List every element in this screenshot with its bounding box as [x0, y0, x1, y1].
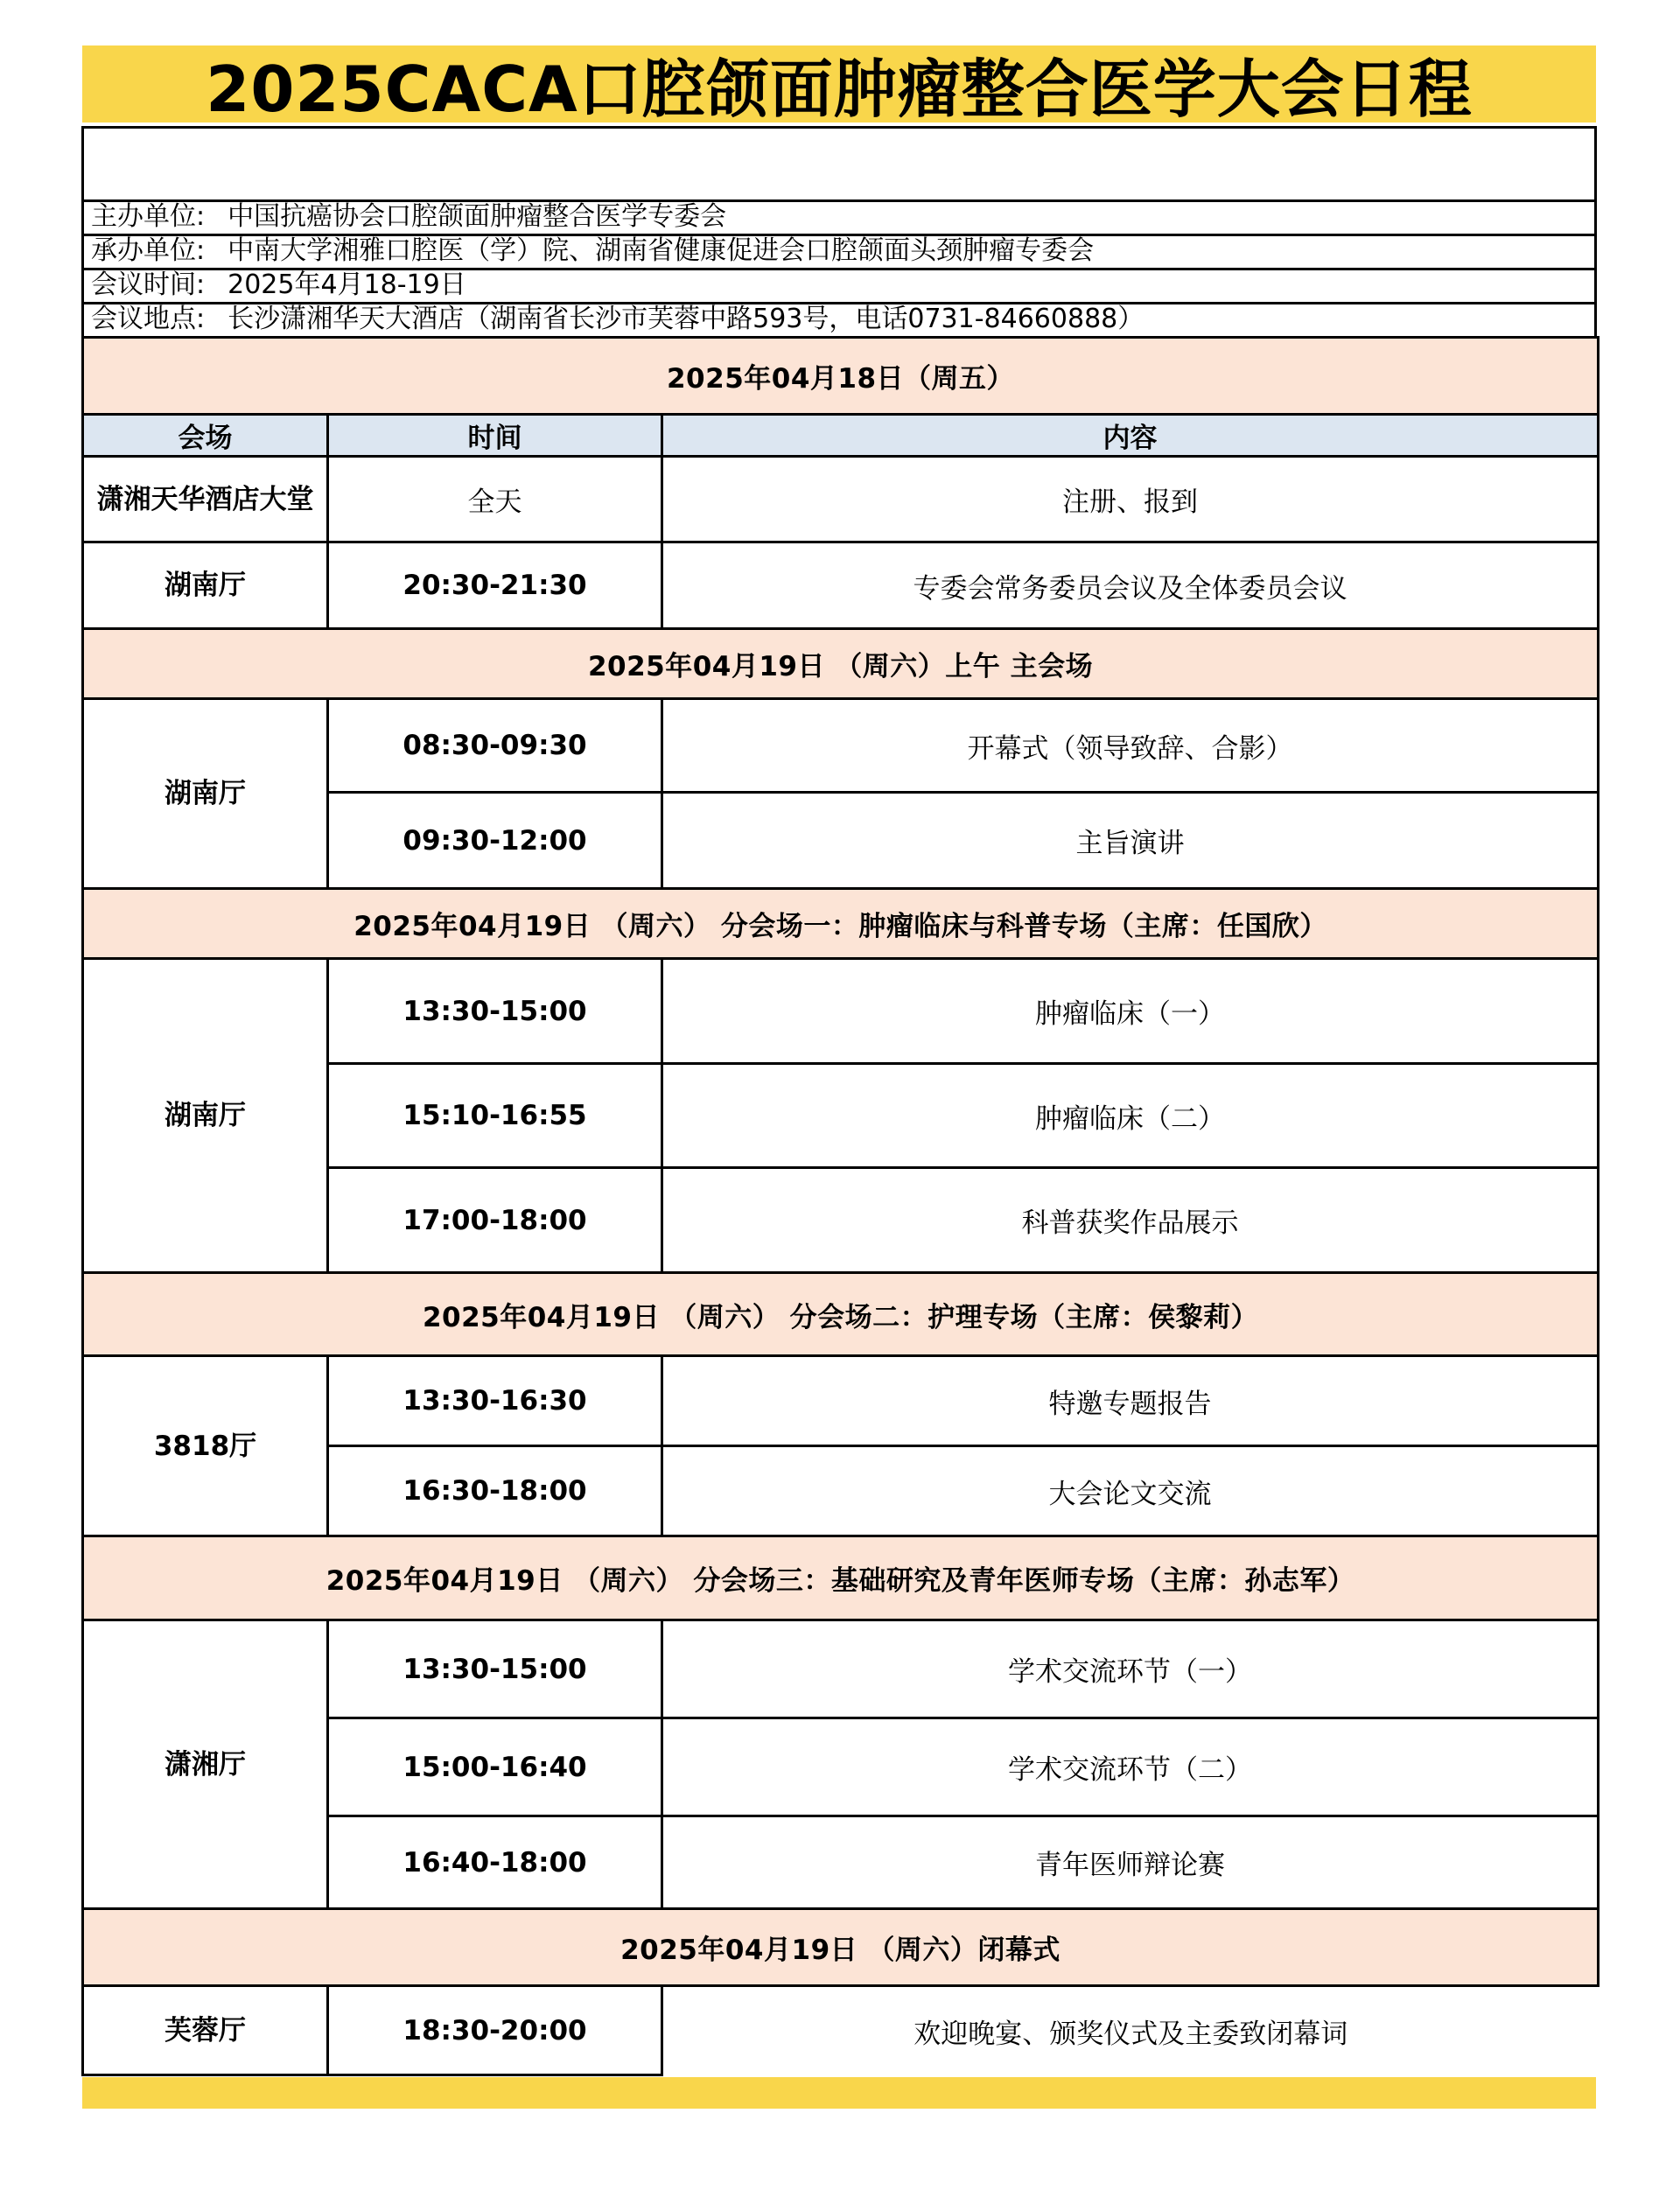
time-cell: 13:30-15:00	[328, 959, 662, 1064]
day-heading-row	[83, 1273, 1599, 1356]
venue-cell: 湖南厅	[83, 959, 328, 1273]
day-heading-row	[83, 338, 1599, 415]
table-row	[83, 542, 1599, 629]
content-cell: 学术交流环节（二）	[662, 1718, 1599, 1816]
day-heading-row	[83, 629, 1599, 699]
venue-cell: 芙蓉厅	[83, 1986, 328, 2075]
table-row	[83, 1986, 1599, 2075]
time-cell: 13:30-15:00	[328, 1620, 662, 1718]
page-title: 2025CACA口腔颌面肿瘤整合医学大会日程	[206, 52, 1473, 126]
content-cell: 学术交流环节（一）	[662, 1620, 1599, 1718]
column-header-venue: 会场	[83, 415, 328, 457]
time-cell: 08:30-09:30	[328, 699, 662, 793]
venue-cell: 湖南厅	[83, 542, 328, 629]
time-cell: 16:40-18:00	[328, 1816, 662, 1909]
time-cell: 09:30-12:00	[328, 793, 662, 889]
content-cell: 大会论文交流	[662, 1446, 1599, 1536]
table-row	[83, 1356, 1599, 1446]
day-heading-row	[83, 1536, 1599, 1620]
table-row	[83, 1620, 1599, 1718]
column-header-row	[83, 415, 1599, 457]
info-organizer	[81, 199, 1597, 234]
column-header-content: 内容	[662, 415, 1599, 457]
info-location	[81, 302, 1597, 336]
table-row	[83, 959, 1599, 1064]
content-cell: 欢迎晚宴、颁奖仪式及主委致闭幕词	[662, 1986, 1599, 2075]
info-date	[81, 268, 1597, 302]
schedule-document	[81, 126, 1597, 2076]
time-cell: 17:00-18:00	[328, 1168, 662, 1273]
info-value: 中国抗癌协会口腔颌面肿瘤整合医学专委会	[228, 201, 727, 232]
bottom-banner	[82, 2077, 1596, 2109]
content-cell: 开幕式（领导致辞、合影）	[662, 699, 1599, 793]
time-cell: 13:30-16:30	[328, 1356, 662, 1446]
day-heading-row	[83, 889, 1599, 959]
info-label: 主办单位:	[91, 201, 206, 232]
info-value: 长沙潇湘华天大酒店（湖南省长沙市芙蓉中路593号，电话0731-84660888）	[228, 304, 1144, 334]
venue-cell: 潇湘厅	[83, 1620, 328, 1909]
info-value: 中南大学湘雅口腔医（学）院、湖南省健康促进会口腔颌面头颈肿瘤专委会	[228, 235, 1095, 266]
day-heading-row	[83, 1909, 1599, 1986]
content-cell: 特邀专题报告	[662, 1356, 1599, 1446]
day-heading: 2025年04月19日 （周六） 分会场三：基础研究及青年医师专场（主席：孙志军）	[83, 1536, 1599, 1620]
content-cell: 注册、报到	[662, 457, 1599, 542]
time-cell: 全天	[328, 457, 662, 542]
blank-header-row	[81, 126, 1597, 199]
time-cell: 20:30-21:30	[328, 542, 662, 629]
time-cell: 16:30-18:00	[328, 1446, 662, 1536]
info-label: 会议地点:	[91, 304, 206, 334]
content-cell: 主旨演讲	[662, 793, 1599, 889]
day-heading: 2025年04月19日 （周六）闭幕式	[83, 1909, 1599, 1986]
schedule-table	[81, 336, 1600, 2076]
info-label: 承办单位:	[91, 235, 206, 266]
table-row	[83, 699, 1599, 793]
day-heading: 2025年04月18日（周五）	[83, 338, 1599, 415]
day-heading: 2025年04月19日 （周六）上午 主会场	[83, 629, 1599, 699]
content-cell: 肿瘤临床（二）	[662, 1064, 1599, 1168]
info-value: 2025年4月18-19日	[228, 269, 466, 300]
time-cell: 18:30-20:00	[328, 1986, 662, 2075]
venue-cell: 潇湘天华酒店大堂	[83, 457, 328, 542]
content-cell: 青年医师辩论赛	[662, 1816, 1599, 1909]
day-heading: 2025年04月19日 （周六） 分会场二：护理专场（主席：侯黎莉）	[83, 1273, 1599, 1356]
day-heading: 2025年04月19日 （周六） 分会场一：肿瘤临床与科普专场（主席：任国欣）	[83, 889, 1599, 959]
venue-cell: 3818厅	[83, 1356, 328, 1536]
content-cell: 科普获奖作品展示	[662, 1168, 1599, 1273]
content-cell: 专委会常务委员会议及全体委员会议	[662, 542, 1599, 629]
info-label: 会议时间:	[91, 269, 206, 300]
info-host	[81, 234, 1597, 268]
content-cell: 肿瘤临床（一）	[662, 959, 1599, 1064]
title-banner	[82, 45, 1596, 126]
time-cell: 15:10-16:55	[328, 1064, 662, 1168]
time-cell: 15:00-16:40	[328, 1718, 662, 1816]
column-header-time: 时间	[328, 415, 662, 457]
venue-cell: 湖南厅	[83, 699, 328, 889]
table-row	[83, 457, 1599, 542]
